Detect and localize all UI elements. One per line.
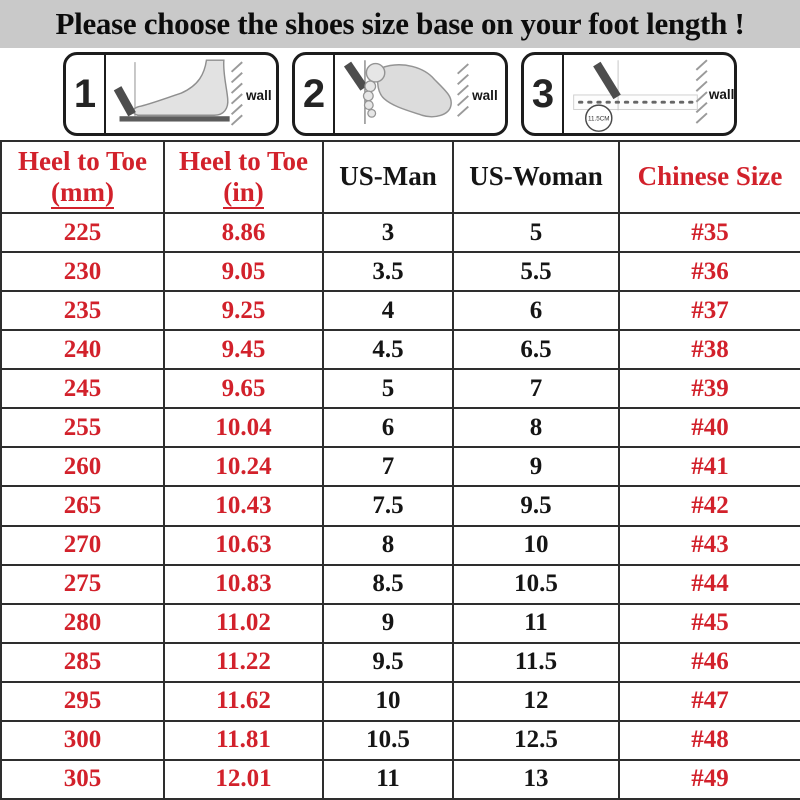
table-cell: 255 — [1, 408, 164, 447]
table-row — [1, 291, 800, 330]
col-header-heel-toe-in: Heel to Toe (in) — [164, 141, 323, 213]
table-cell: 10.5 — [323, 721, 453, 760]
table-row — [1, 330, 800, 369]
table-cell: #42 — [619, 486, 800, 525]
title-bar — [0, 0, 800, 48]
table-cell: #43 — [619, 526, 800, 565]
table-cell: 245 — [1, 369, 164, 408]
wall-label: wall — [708, 86, 734, 102]
wall-label: wall — [246, 87, 272, 103]
table-row — [1, 213, 800, 252]
step-number: 1 — [66, 55, 106, 133]
table-cell: 11.22 — [164, 643, 323, 682]
table-cell: 6 — [323, 408, 453, 447]
table-cell: 280 — [1, 604, 164, 643]
table-cell: 265 — [1, 486, 164, 525]
table-cell: 11 — [453, 604, 619, 643]
table-cell: 8.86 — [164, 213, 323, 252]
table-cell: 3 — [323, 213, 453, 252]
table-cell: 9.5 — [453, 486, 619, 525]
table-cell: 12.01 — [164, 760, 323, 799]
table-cell: 8 — [323, 526, 453, 565]
table-cell: 8.5 — [323, 565, 453, 604]
table-cell: 5 — [323, 369, 453, 408]
table-cell: 4.5 — [323, 330, 453, 369]
table-cell: 3.5 — [323, 252, 453, 291]
table-row — [1, 604, 800, 643]
table-cell: #35 — [619, 213, 800, 252]
instruction-step-2 — [292, 52, 508, 136]
table-row — [1, 526, 800, 565]
table-cell: #46 — [619, 643, 800, 682]
table-cell: 6 — [453, 291, 619, 330]
table-cell: 10 — [323, 682, 453, 721]
table-cell: 11.81 — [164, 721, 323, 760]
table-cell: 13 — [453, 760, 619, 799]
table-cell: 230 — [1, 252, 164, 291]
header-row — [1, 141, 800, 213]
table-cell: 10.24 — [164, 447, 323, 486]
table-cell: #41 — [619, 447, 800, 486]
table-cell: #40 — [619, 408, 800, 447]
table-cell: 9.5 — [323, 643, 453, 682]
table-cell: 8 — [453, 408, 619, 447]
table-cell: 9.25 — [164, 291, 323, 330]
instruction-step-3 — [521, 52, 737, 136]
step-number: 2 — [295, 55, 335, 133]
table-cell: 9.45 — [164, 330, 323, 369]
page-title: Please choose the shoes size base on your foot length ! — [55, 6, 745, 41]
size-table — [0, 140, 800, 800]
table-cell: 12.5 — [453, 721, 619, 760]
table-cell: #44 — [619, 565, 800, 604]
table-row — [1, 447, 800, 486]
table-cell: 275 — [1, 565, 164, 604]
table-cell: 300 — [1, 721, 164, 760]
table-row — [1, 565, 800, 604]
table-cell: 7 — [453, 369, 619, 408]
table-cell: 10.63 — [164, 526, 323, 565]
step-number: 3 — [524, 55, 564, 133]
table-cell: 285 — [1, 643, 164, 682]
instruction-step-1 — [63, 52, 279, 136]
measuring-instructions — [0, 48, 800, 140]
table-row — [1, 486, 800, 525]
col-header-chinese-size: Chinese Size — [619, 141, 800, 213]
ruler-measurement-icon — [564, 55, 734, 133]
table-row — [1, 760, 800, 799]
table-cell: #36 — [619, 252, 800, 291]
table-cell: 11.62 — [164, 682, 323, 721]
col-header-us-man: US-Man — [323, 141, 453, 213]
table-cell: 7 — [323, 447, 453, 486]
table-cell: #49 — [619, 760, 800, 799]
table-cell: #48 — [619, 721, 800, 760]
table-cell: 305 — [1, 760, 164, 799]
table-cell: 10 — [453, 526, 619, 565]
table-cell: 240 — [1, 330, 164, 369]
table-cell: #45 — [619, 604, 800, 643]
table-row — [1, 369, 800, 408]
table-cell: 9.65 — [164, 369, 323, 408]
table-cell: #38 — [619, 330, 800, 369]
table-cell: #37 — [619, 291, 800, 330]
size-table-header — [1, 141, 800, 213]
foot-side-view-icon — [106, 55, 276, 133]
table-cell: 12 — [453, 682, 619, 721]
table-cell: 7.5 — [323, 486, 453, 525]
col-header-heel-toe-mm: Heel to Toe (mm) — [1, 141, 164, 213]
table-cell: 6.5 — [453, 330, 619, 369]
table-cell: #39 — [619, 369, 800, 408]
size-table-body — [1, 213, 800, 799]
table-cell: 10.83 — [164, 565, 323, 604]
ruler-length-label: 11.5CM — [588, 115, 610, 123]
table-cell: 11.02 — [164, 604, 323, 643]
table-cell: 9 — [453, 447, 619, 486]
wall-label: wall — [472, 87, 498, 103]
table-row — [1, 682, 800, 721]
table-cell: 9 — [323, 604, 453, 643]
table-cell: 270 — [1, 526, 164, 565]
table-cell: 260 — [1, 447, 164, 486]
footprint-top-view-icon — [335, 55, 505, 133]
table-cell: 235 — [1, 291, 164, 330]
table-cell: 225 — [1, 213, 164, 252]
table-cell: 11.5 — [453, 643, 619, 682]
table-cell: 10.43 — [164, 486, 323, 525]
table-row — [1, 252, 800, 291]
table-cell: #47 — [619, 682, 800, 721]
table-cell: 11 — [323, 760, 453, 799]
table-cell: 295 — [1, 682, 164, 721]
col-header-us-woman: US-Woman — [453, 141, 619, 213]
table-row — [1, 408, 800, 447]
table-cell: 10.5 — [453, 565, 619, 604]
table-cell: 9.05 — [164, 252, 323, 291]
table-row — [1, 643, 800, 682]
table-cell: 5.5 — [453, 252, 619, 291]
table-cell: 4 — [323, 291, 453, 330]
table-cell: 10.04 — [164, 408, 323, 447]
table-row — [1, 721, 800, 760]
table-cell: 5 — [453, 213, 619, 252]
